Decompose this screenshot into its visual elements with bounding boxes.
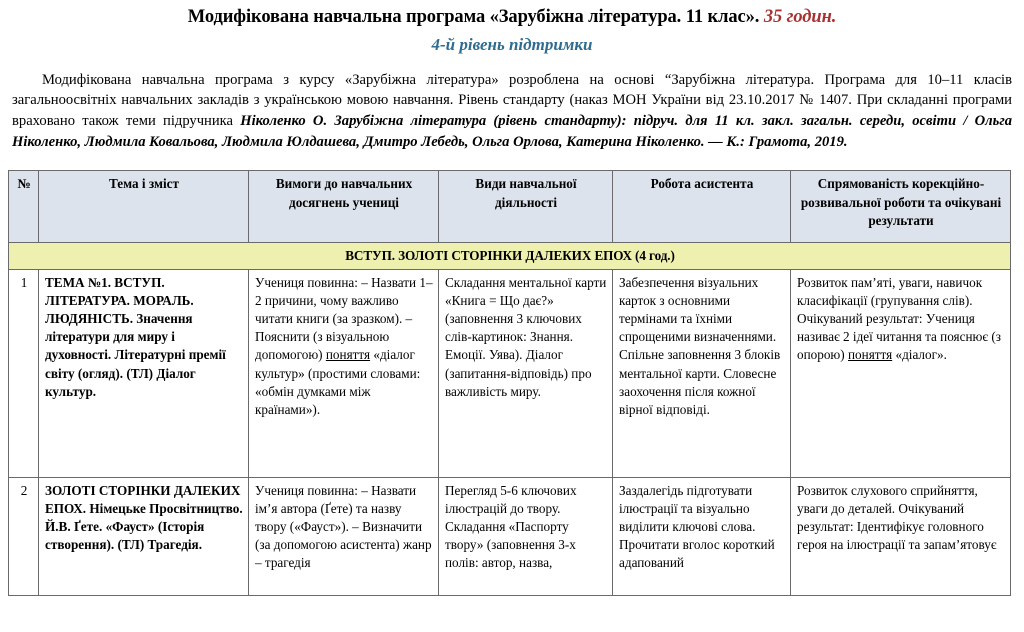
column-header-correction: Спрямованість корекційно-розвивальної роботи та очікувані результати <box>791 171 1011 243</box>
table-head <box>9 171 1011 243</box>
section-banner-title: ВСТУП. ЗОЛОТІ СТОРІНКИ ДАЛЕКИХ ЕПОХ (4 год.) <box>9 243 1011 269</box>
row-correction-pre: Розвиток пам’яті, уваги, навичок класифікації (групування слів). Очікуваний результат: Учениця називає 2 ідеї читання та пояснює (з опорою) <box>797 274 1001 363</box>
column-header-activities: Види навчальної діяльності <box>439 171 613 243</box>
row-activities: Перегляд 5-6 ключових ілюстрацій до твору. Складання «Паспорту твору» (заповнення 3-х полів: автор, назва, <box>439 477 613 595</box>
row-number: 2 <box>9 477 39 595</box>
row-correction-emphasis: поняття <box>847 347 893 363</box>
row-requirements-emphasis: поняття <box>325 347 371 363</box>
row-correction-pre: Розвиток слухового сприйняття, уваги до деталей. Очікуваний результат: Ідентифікує головного героя на ілюстрації та запам’ятовує <box>797 482 997 553</box>
table-header-row <box>9 171 1011 243</box>
column-header-requirements: Вимоги до навчальних досягнень учениці <box>249 171 439 243</box>
row-requirements-pre: Учениця повинна: – Назвати ім’я автора (Ґете) та назву твору («Фауст»). – Визначити (за допомогою асистента) жанр – трагедія <box>255 482 432 571</box>
title-block <box>0 0 1024 56</box>
row-theme: ЗОЛОТІ СТОРІНКИ ДАЛЕКИХ ЕПОХ. Німецьке Просвітництво. Й.В. Ґете. «Фауст» (Історія створення). (ТЛ) Трагедія. <box>39 477 249 595</box>
row-requirements-post: «діалог культур» (простими словами: «обмін думками між країнами»). <box>255 347 421 418</box>
table-row <box>9 477 1011 595</box>
column-header-number: № <box>9 171 39 243</box>
row-assistant: Заздалегідь підготувати ілюстрації та візуально виділити ключові слова. Прочитати вголос короткий адапований <box>613 477 791 595</box>
row-activities: Складання ментальної карти «Книга = Що дає?» (заповнення 3 ключових слів-картинок: Знання. Емоції. Уява). Діалог (запитання-відповідь) про важливість миру. <box>439 269 613 477</box>
table-row <box>9 269 1011 477</box>
page-title-main: Модифікована навчальна програма «Зарубіжна література. 11 клас». <box>187 7 760 27</box>
row-theme: ТЕМА №1. ВСТУП. ЛІТЕРАТУРА. МОРАЛЬ. ЛЮДЯНІСТЬ. Значення літератури для миру і духовності. Літературні премії світу (огляд). (ТЛ) Діалог культур. <box>39 269 249 477</box>
page-title-hours: 35 годин. <box>763 7 837 27</box>
page-title <box>14 6 1010 29</box>
program-table <box>8 170 1011 595</box>
row-requirements-pre: Учениця повинна: – Назвати 1–2 причини, чому важливо читати книги (за зразком). – Пояснити (з візуальною допомогою) <box>255 274 433 363</box>
row-correction <box>791 477 1011 595</box>
row-requirements <box>249 269 439 477</box>
row-number: 1 <box>9 269 39 477</box>
section-banner-row <box>9 243 1011 269</box>
row-requirements <box>249 477 439 595</box>
intro-paragraph <box>12 70 1012 153</box>
row-correction-post: «діалог». <box>892 347 947 363</box>
table-body <box>9 243 1011 595</box>
column-header-theme: Тема і зміст <box>39 171 249 243</box>
column-header-assistant: Робота асистента <box>613 171 791 243</box>
page-subtitle: 4-й рівень підтримки <box>431 35 593 55</box>
row-assistant: Забезпечення візуальних карток з основними термінами та їхніми спрощеними визначеннями. Спільне заповнення 3 блоків ментальної карти. Словесне заохочення після кожної вірної відповіді. <box>613 269 791 477</box>
row-correction <box>791 269 1011 477</box>
intro-text-plain: Модифікована навчальна програма з курсу «Зарубіжна література» розроблена на основі “Зарубіжна література. Програма для 10–11 класів загальноосвітніх навчальних закладів з українською мовою навчання. Рівень стандарту (наказ МОН України від 23.10.2017 № 1407. При складанні програми враховано також теми підручника <box>12 71 1012 129</box>
program-table-wrapper <box>8 170 1010 595</box>
intro-text-italic: Ніколенко О. Зарубіжна література (рівень стандарту): підруч. для 11 кл. закл. загальн. середи, освіти / Ольга Ніколенко, Людмила Ковальова, Людмила Юлдашева, Дмитро Лебедь, Ольга Орлова, Катерина Ніколенко. — К.: Грамота, 2019. <box>12 112 1013 150</box>
